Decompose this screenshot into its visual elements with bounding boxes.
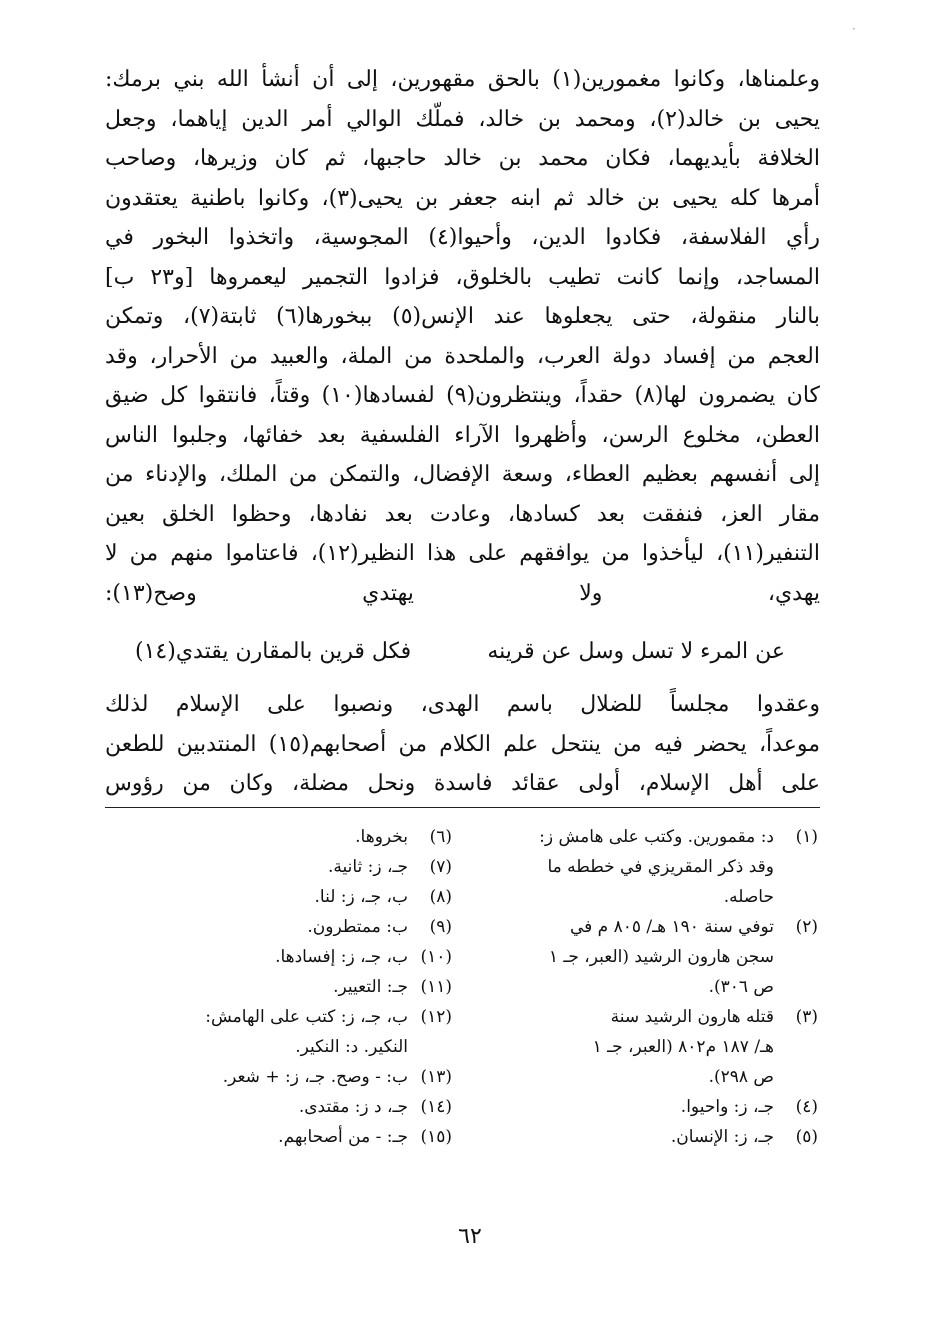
footnote	[488, 1062, 818, 1092]
footnote-number: (١)	[795, 827, 818, 847]
footnote-text: النكير. د: النكير.	[295, 1037, 408, 1057]
main-text-block-continued	[105, 685, 820, 804]
footnote	[488, 1002, 818, 1032]
footnote	[112, 1092, 452, 1122]
footnote	[488, 882, 818, 912]
footnote	[112, 912, 452, 942]
footnotes-right-column	[488, 822, 818, 1152]
text-line: العجم من إفساد دولة العرب، والملحدة من الملة، والعبيد من الأحرار، وقد	[105, 343, 820, 369]
footnote	[112, 1122, 452, 1152]
main-text-block	[105, 60, 820, 613]
text-line: المساجد، وإنما كانت تطيب بالخلوق، فزادوا التجمير ليعمروها [و٢٣ ب]	[105, 264, 820, 290]
footnote-number: (١٠)	[420, 947, 452, 967]
footnote	[112, 1032, 452, 1062]
footnote	[112, 852, 452, 882]
text-line: وعقدوا مجلساً للضلال باسم الهدى، ونصبوا على الإسلام لذلك	[105, 692, 820, 717]
text-line: وعلمناها، وكانوا مغمورين(١) بالحق مقهورين، إلى أن أنشأ الله بني برمك:	[105, 67, 820, 92]
text-line: مقار العز، فنفقت بعد كسادها، وعادت بعد نفادها، وحظوا الخلق بعين	[105, 501, 820, 527]
footnote-text: ب: - وصح. جـ، ز: + شعر.	[222, 1067, 408, 1087]
footnote-number: (٥)	[795, 1127, 818, 1147]
footnote	[112, 1002, 452, 1032]
text-line: التنفير(١١)، ليأخذوا من يوافقهم على هذا النظير(١٢)، فاعتاموا منهم من لا	[105, 541, 820, 566]
footnote-number: (١٤)	[420, 1097, 452, 1117]
footnote	[112, 942, 452, 972]
footnote-text: د: مقمورين. وكتب على هامش ز:	[539, 827, 774, 847]
footnote-number: (٦)	[429, 827, 452, 847]
page-number: ٦٢	[458, 1224, 482, 1249]
footnote-text: ب: ممتطرون.	[307, 917, 408, 937]
text-line: بالنار منقولة، حتى يجعلوها عند الإنس(٥) ببخورها(٦) ثابتة(٧)، وتمكن	[105, 304, 820, 329]
footnote-divider	[105, 807, 820, 808]
footnote-text: هـ/ ١٨٧ م٨٠٢ (العبر، جـ ١	[592, 1037, 774, 1057]
verse-hemistich-1: عن المرء لا تسل وسل عن قرينه	[487, 639, 785, 664]
footnote-number: (٤)	[795, 1097, 818, 1117]
footnote-number: (١٥)	[420, 1127, 452, 1147]
footnote-text: حاصله.	[723, 887, 774, 907]
footnote-text: ص ٣٠٦).	[708, 977, 774, 997]
footnote	[112, 972, 452, 1002]
footnote-text: ص ٢٩٨).	[708, 1067, 774, 1087]
footnote-text: جـ، ز: واحيوا.	[680, 1097, 774, 1117]
footnote	[488, 1092, 818, 1122]
footnote-text: سجن هارون الرشيد (العبر، جـ ١	[548, 947, 774, 967]
footnote	[488, 852, 818, 882]
footnote	[488, 1032, 818, 1062]
footnote-number: (١٣)	[420, 1067, 452, 1087]
text-line: يحيى بن خالد(٢)، ومحمد بن خالد، فملّك الوالي أمر الدين إياهما، وجعل	[105, 106, 820, 132]
footnote-text: ب، جـ، ز: كتب على الهامش:	[205, 1007, 408, 1027]
text-line: إلى أنفسهم بعظيم العطاء، وسعة الإفضال، والتمكن من الملك، والإدناء من	[105, 462, 820, 487]
footnotes-left-column	[112, 822, 452, 1152]
text-line: رأي الفلاسفة، فكادوا الدين، وأحيوا(٤) المجوسية، واتخذوا البخور في	[105, 225, 820, 250]
footnote-text: وقد ذكر المقريزي في خططه ما	[547, 857, 774, 877]
text-line: أمرها كله يحيى بن خالد ثم ابنه جعفر بن يحيى(٣)، وكانوا باطنية يعتقدون	[105, 185, 820, 211]
text-line: موعداً، يحضر فيه من ينتحل علم الكلام من أصحابهم(١٥) المنتدبين للطعن	[105, 731, 820, 757]
text-line: يهدي، ولا يهتدي وصح(١٣):	[105, 580, 820, 606]
footnote-text: جـ: التعيير.	[333, 977, 408, 997]
footnote	[488, 912, 818, 942]
footnote-text: جـ، د ز: مقتدى.	[298, 1097, 408, 1117]
footnote-number: (١١)	[420, 977, 452, 997]
text-line: على أهل الإسلام، أولى عقائد فاسدة ونحل مضلة، وكان من رؤوس	[105, 771, 820, 796]
footnote-text: ب، جـ، ز: لنا.	[314, 887, 408, 907]
footnote	[488, 972, 818, 1002]
verse-hemistich-2: فكل قرين بالمقارن يقتدي(١٤)	[135, 639, 412, 664]
text-line: العطن، مخلوع الرسن، وأظهروا الآراء الفلسفية بعد خفائها، وجلبوا الناس	[105, 422, 820, 448]
footnote	[488, 1122, 818, 1152]
footnote-text: جـ، ز: الإنسان.	[670, 1127, 774, 1147]
footnote	[112, 1062, 452, 1092]
footnote	[112, 882, 452, 912]
text-line: كان يضمرون لها(٨) حقداً، وينتظرون(٩) لفسادها(١٠) وقتاً، فانتقوا كل ضيق	[105, 383, 820, 408]
footnote	[488, 942, 818, 972]
footnote-number: (٣)	[795, 1007, 818, 1027]
verse-line	[135, 632, 785, 672]
footnote-number: (٢)	[795, 917, 818, 937]
footnote-number: (١٢)	[420, 1007, 452, 1027]
footnote-text: قتله هارون الرشيد سنة	[610, 1007, 774, 1027]
footnote-text: جـ: - من أصحابهم.	[278, 1127, 408, 1147]
corner-mark: ·	[852, 22, 856, 36]
text-line: الخلافة بأيديهما، فكان محمد بن خالد حاجبها، ثم كان وزيرها، وصاحب	[105, 146, 820, 171]
footnote-text: ب، جـ، ز: إفسادها.	[275, 947, 408, 967]
footnote	[112, 822, 452, 852]
footnote-text: جـ، ز: ثانية.	[327, 857, 408, 877]
footnote-number: (٩)	[429, 917, 452, 937]
footnote	[488, 822, 818, 852]
footnote-text: توفي سنة ١٩٠ هـ/ ٨٠٥ م في	[569, 917, 774, 937]
footnote-number: (٨)	[429, 887, 452, 907]
footnote-text: بخروها.	[355, 827, 408, 847]
footnote-number: (٧)	[429, 857, 452, 877]
